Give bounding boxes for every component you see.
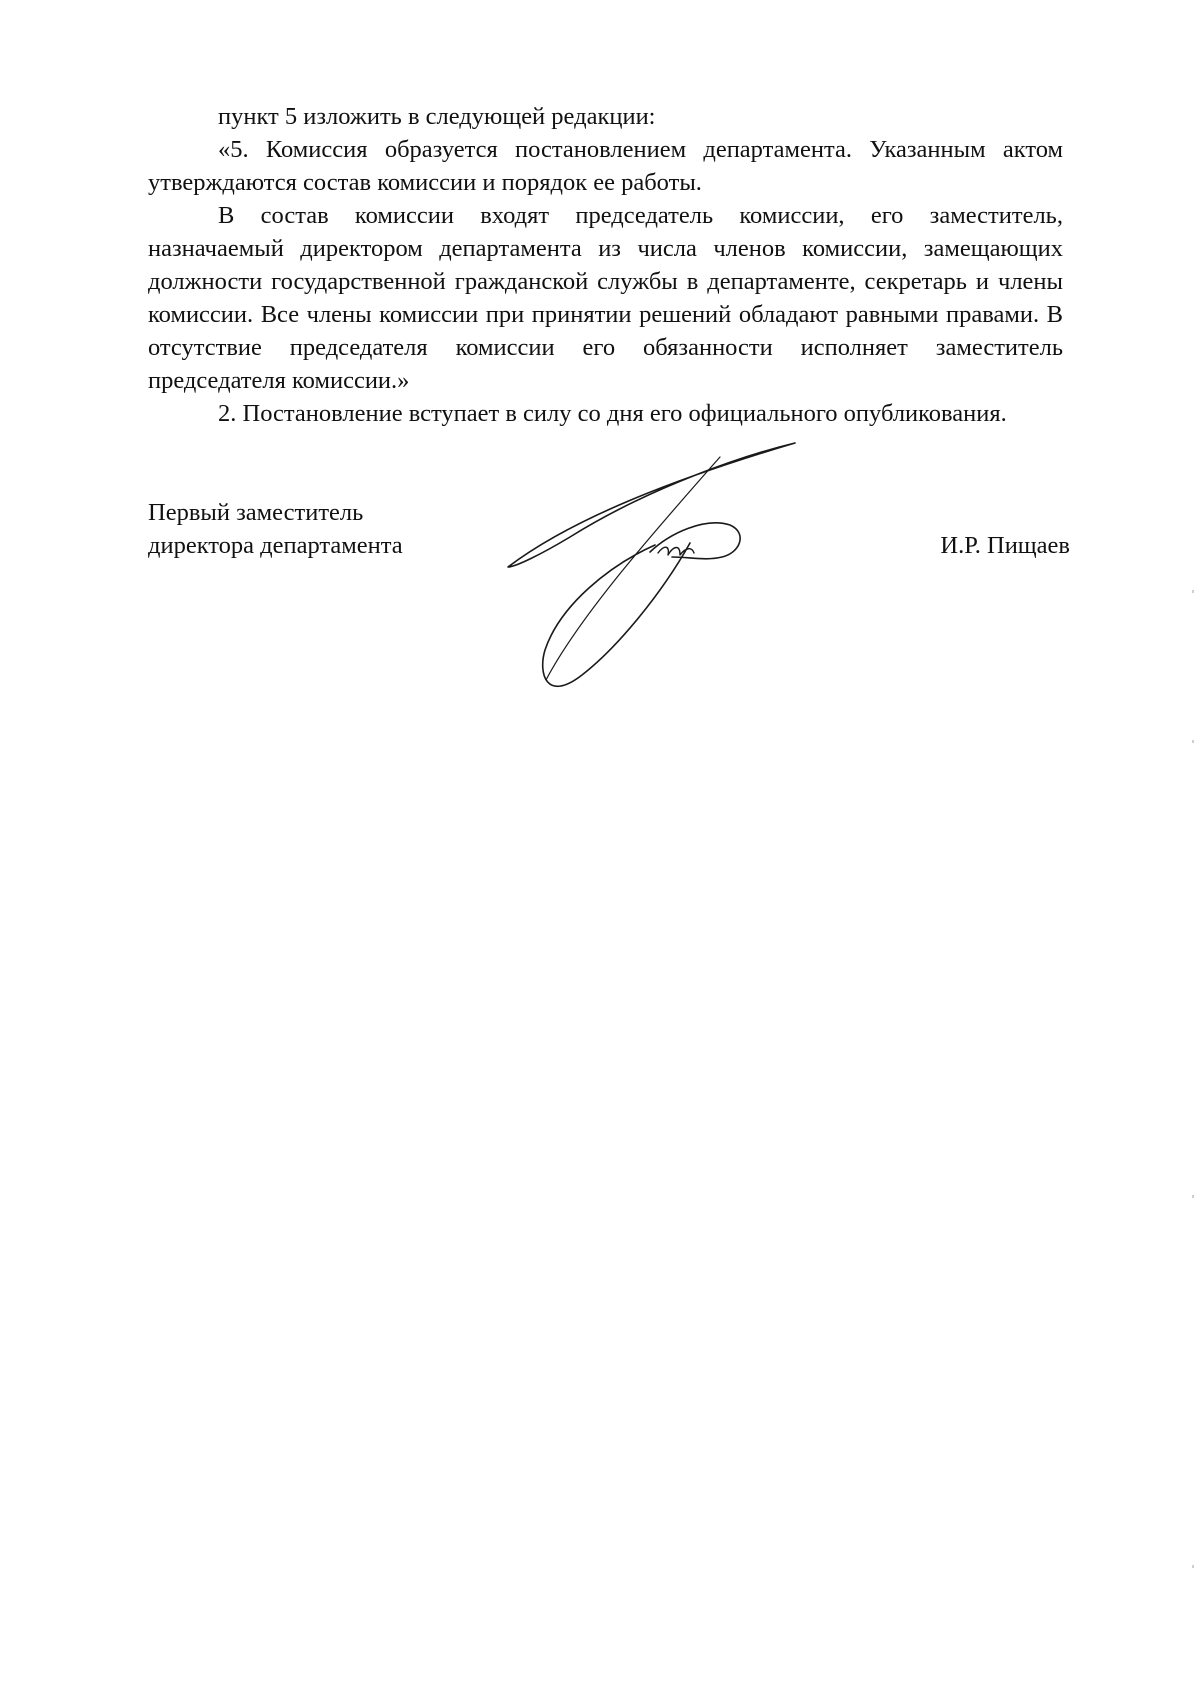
scan-mark <box>1192 1565 1194 1568</box>
scan-mark <box>1192 590 1194 593</box>
document-body <box>148 100 1063 430</box>
paragraph-commission-composition: В состав комиссии входят председатель комиссии, его заместитель, назначаемый директором департамента из числа членов комиссии, замещающих должности государственной гражданской службы в департаменте, секретарь и члены комиссии. Все члены комиссии при принятии решений обладают равными правами. В отсутствие председателя комиссии его обязанности исполняет заместитель председателя комиссии.» <box>148 202 1063 394</box>
scan-mark <box>1192 1195 1194 1198</box>
signatory-title <box>148 496 403 562</box>
handwritten-signature <box>500 425 860 710</box>
paragraph-effective-date: 2. Постановление вступает в силу со дня его официального опубликования. <box>218 400 1007 427</box>
signer-name: И.Р. Пищаев <box>940 532 1070 559</box>
paragraph-intro: пункт 5 изложить в следующей редакции: <box>218 103 656 130</box>
signatory-title-line-2: директора департамента <box>148 532 403 559</box>
paragraph-item-5: «5. Комиссия образуется постановлением департамента. Указанным актом утверждаются состав комиссии и порядок ее работы. <box>148 136 1063 196</box>
signatory-title-line-1: Первый заместитель <box>148 499 364 526</box>
scan-mark <box>1192 740 1194 743</box>
